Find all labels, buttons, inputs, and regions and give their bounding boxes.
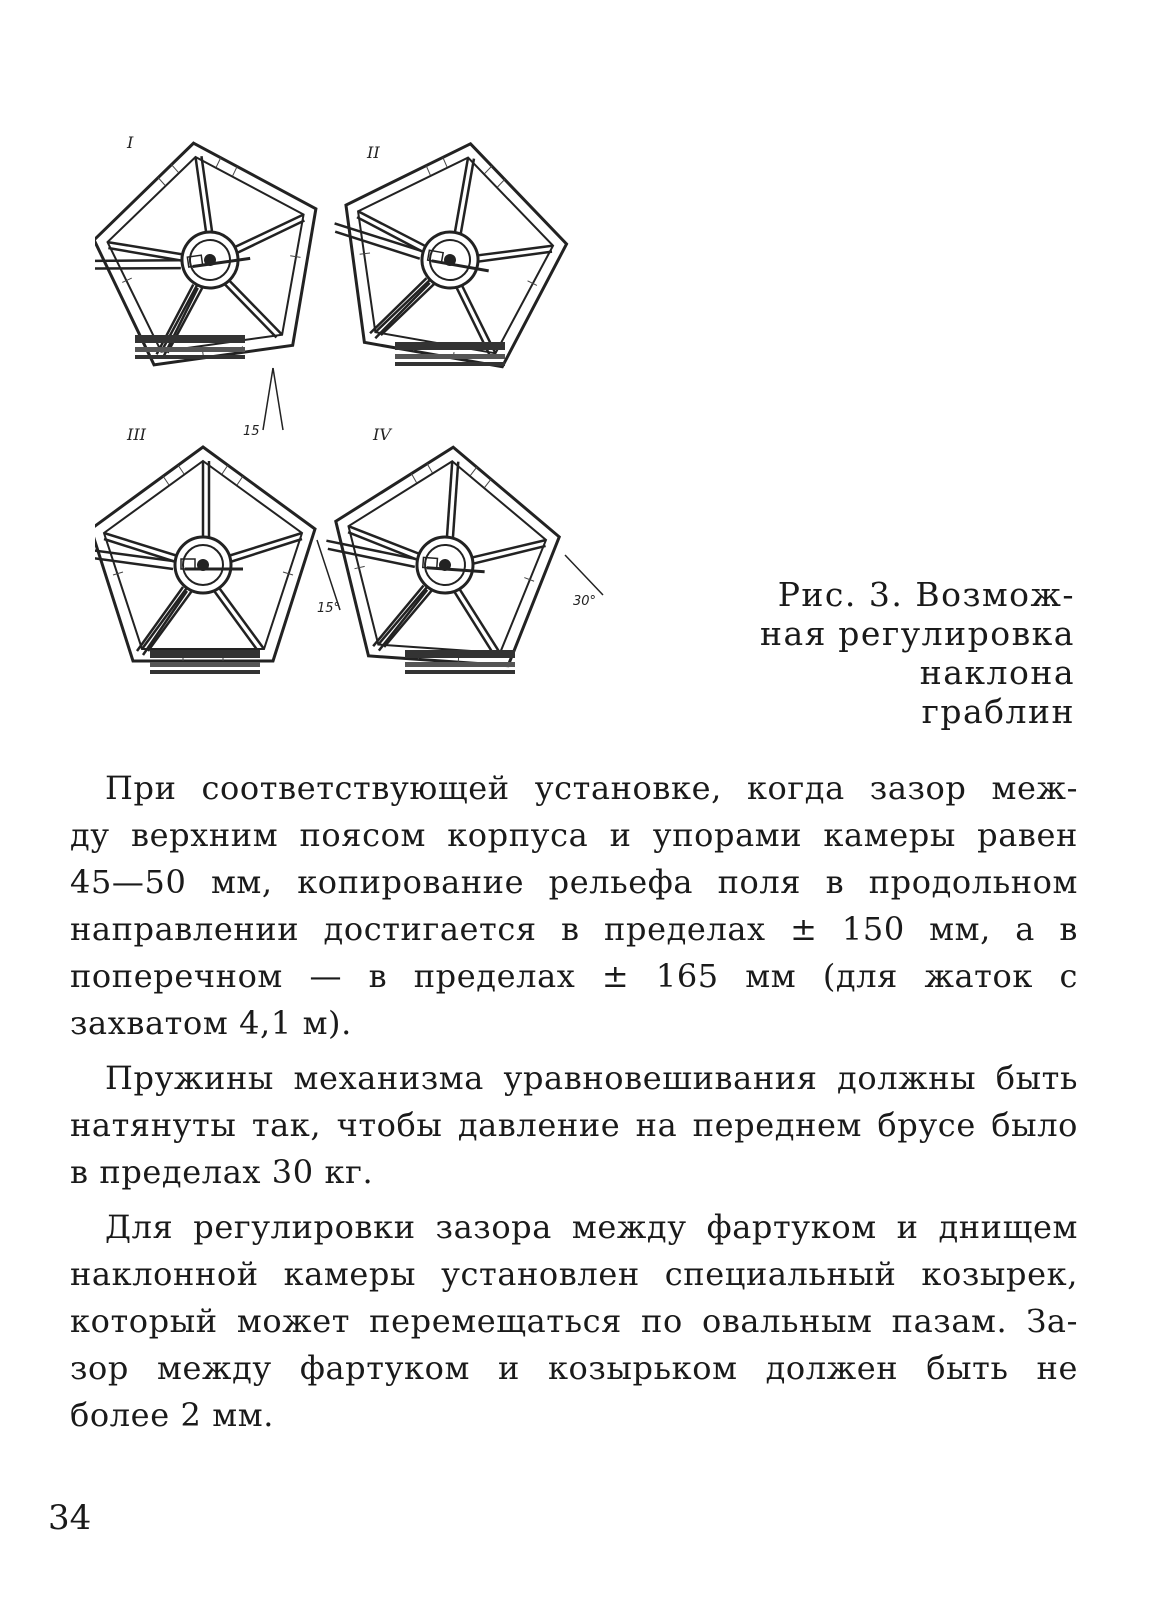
panel-label-1: I	[127, 133, 134, 152]
page-number: 34	[48, 1498, 92, 1538]
caption-line-1: Рис. 3. Возмож-	[777, 575, 1075, 614]
text-line: более 2 мм.	[70, 1396, 274, 1434]
angle-label-4: 30°	[573, 594, 597, 609]
reel-diagrams	[95, 110, 655, 710]
body-text	[70, 765, 1078, 1447]
caption-line-2a: ная	[760, 614, 827, 653]
caption-line-2	[760, 614, 1075, 653]
text-line: который может перемещаться по овальным пазам. За-	[70, 1302, 1078, 1340]
angle-label-1: 15	[243, 424, 260, 439]
text-line: 45—50 мм, копирование рельефа поля в продольном	[70, 863, 1078, 901]
text-line: направлении достигается в пределах ± 150 мм, а в	[70, 910, 1078, 948]
text-line: наклонной камеры установлен специальный козырек,	[70, 1255, 1078, 1293]
reel-panel-1	[95, 128, 334, 439]
reel-panel-2	[315, 123, 581, 374]
text-line: в пределах 30 кг.	[70, 1153, 374, 1191]
reel-adjustment-figure	[95, 110, 655, 710]
text-line: Пружины механизма уравновешивания должны быть	[105, 1059, 1078, 1097]
text-line: захватом 4,1 м).	[70, 1004, 352, 1042]
reel-panel-4	[319, 425, 603, 674]
caption-line-3: наклона граблин	[919, 653, 1075, 731]
text-line: зор между фартуком и козырьком должен быть не	[70, 1349, 1078, 1387]
paragraph-1	[70, 765, 1078, 1047]
panel-label-4: IV	[373, 425, 391, 444]
text-line: поперечном — в пределах ± 165 мм (для жаток с	[70, 957, 1078, 995]
figure-caption	[760, 575, 1075, 731]
panel-label-2: II	[367, 143, 380, 162]
text-line: ду верхним поясом корпуса и упорами камеры равен	[70, 816, 1078, 854]
reel-panel-3	[95, 425, 340, 674]
caption-line-2b: регулировка	[838, 614, 1075, 653]
panel-label-3: III	[127, 425, 146, 444]
text-line: натянуты так, чтобы давление на переднем брусе было	[70, 1106, 1078, 1144]
paragraph-3	[70, 1204, 1078, 1439]
paragraph-2	[70, 1055, 1078, 1196]
angle-label-3: 15°	[317, 601, 341, 616]
text-line: Для регулировки зазора между фартуком и днищем	[105, 1208, 1078, 1246]
text-line: При соответствующей установке, когда зазор меж-	[105, 769, 1078, 807]
